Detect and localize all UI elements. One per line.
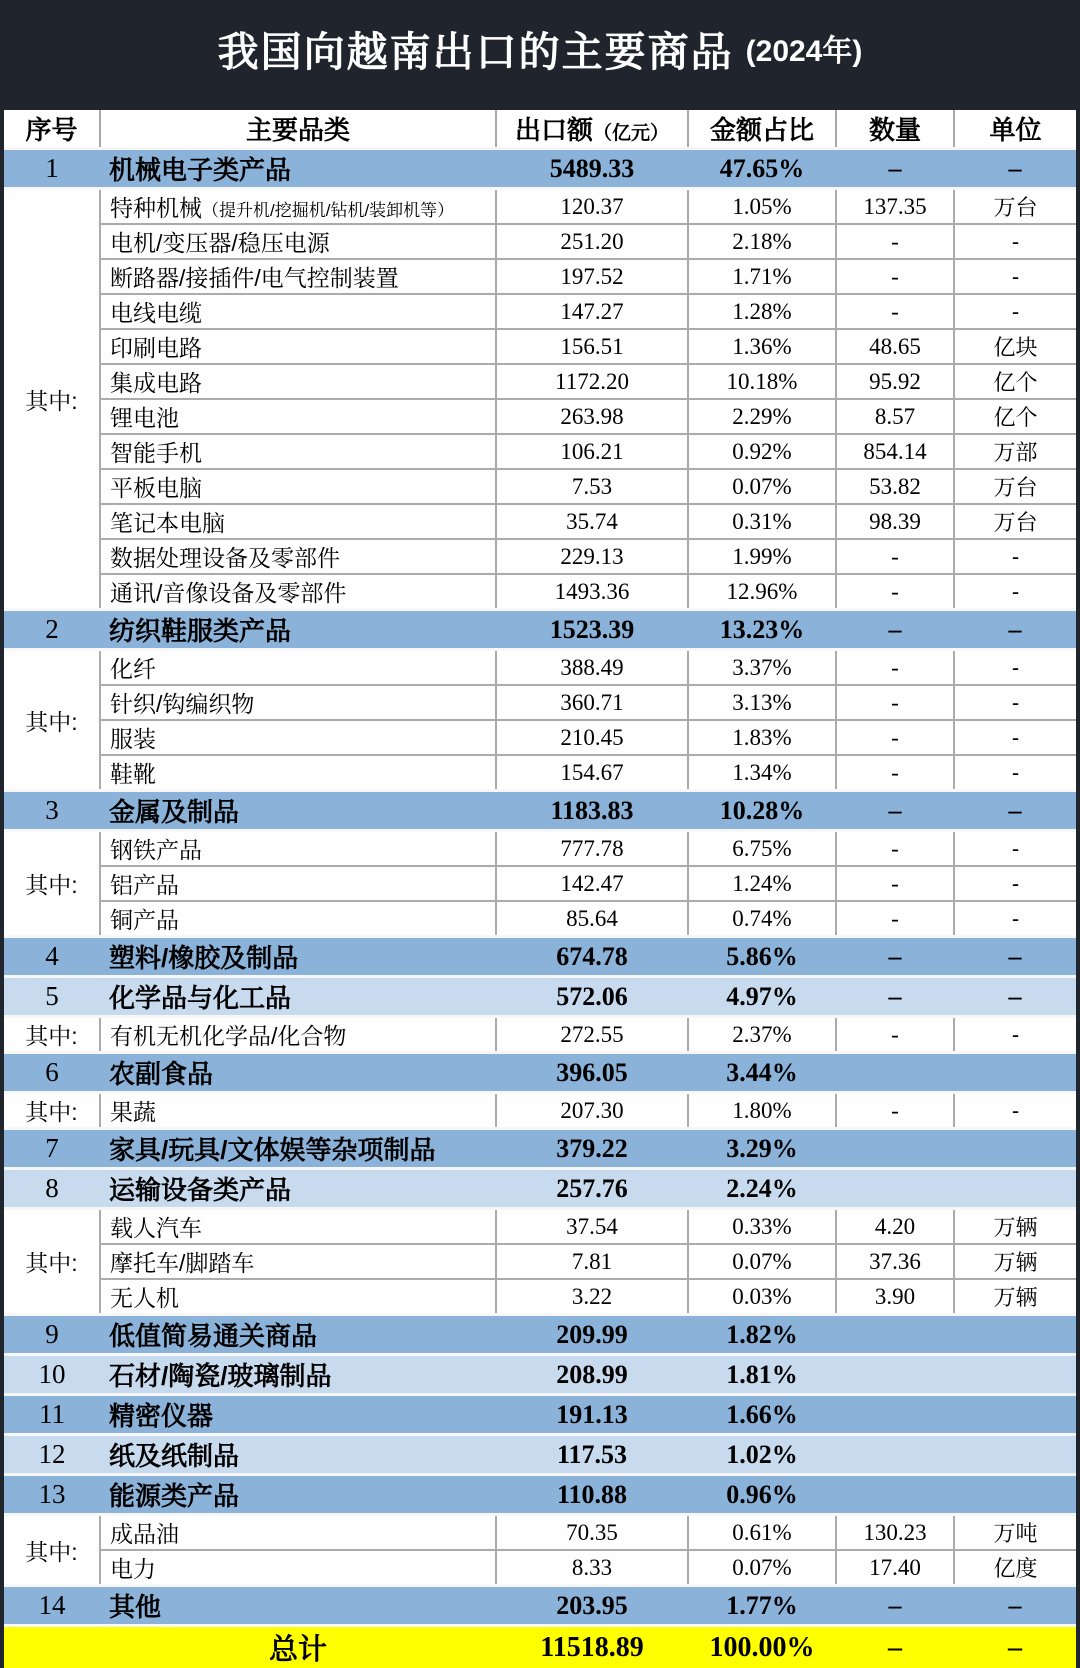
export-value-cell: 142.47	[496, 866, 688, 901]
item-name-cell: 能源类产品	[100, 1475, 496, 1515]
share-value-cell: 1.81%	[688, 1355, 836, 1395]
export-value-cell: 106.21	[496, 434, 688, 469]
share-value-cell: 1.36%	[688, 329, 836, 364]
item-name-cell: 数据处理设备及零部件	[100, 539, 496, 574]
seq-cell: 6	[4, 1053, 100, 1093]
item-name-cell: 金属及制品	[100, 791, 496, 831]
category-row	[4, 1315, 1076, 1355]
unit-cell: –	[954, 1626, 1076, 1668]
sub-item-row	[4, 504, 1076, 539]
quantity-value-cell	[836, 1355, 954, 1395]
quantity-value-cell	[836, 1395, 954, 1435]
unit-cell: 亿块	[954, 329, 1076, 364]
share-value-cell: 0.31%	[688, 504, 836, 539]
sub-item-row	[4, 329, 1076, 364]
unit-cell: 亿度	[954, 1550, 1076, 1586]
share-value-cell: 100.00%	[688, 1626, 836, 1668]
share-value-cell: 3.13%	[688, 685, 836, 720]
category-row	[4, 1053, 1076, 1093]
item-name-cell: 摩托车/脚踏车	[100, 1244, 496, 1279]
export-value-cell: 3.22	[496, 1279, 688, 1315]
category-row	[4, 610, 1076, 650]
item-name-cell: 纸及纸制品	[100, 1435, 496, 1475]
seq-cell: 5	[4, 977, 100, 1017]
category-row	[4, 1129, 1076, 1169]
share-value-cell: 13.23%	[688, 610, 836, 650]
quantity-value-cell: 17.40	[836, 1550, 954, 1586]
item-name-cell: 其他	[100, 1586, 496, 1626]
category-row	[4, 1169, 1076, 1209]
item-name-cell: 有机无机化学品/化合物	[100, 1017, 496, 1053]
category-row	[4, 149, 1076, 189]
unit-cell: 万部	[954, 434, 1076, 469]
export-value-cell: 11518.89	[496, 1626, 688, 1668]
quantity-value-cell: -	[836, 901, 954, 937]
share-value-cell: 6.75%	[688, 831, 836, 867]
quantity-value-cell: 37.36	[836, 1244, 954, 1279]
quantity-value-cell: 8.57	[836, 399, 954, 434]
sub-item-row	[4, 1093, 1076, 1129]
sub-item-row	[4, 866, 1076, 901]
unit-cell: –	[954, 937, 1076, 977]
unit-cell: 亿个	[954, 364, 1076, 399]
table-body	[4, 149, 1076, 1668]
share-value-cell: 0.07%	[688, 1550, 836, 1586]
group-label-cell: 其中:	[4, 1017, 100, 1053]
unit-cell: -	[954, 720, 1076, 755]
category-row	[4, 1435, 1076, 1475]
unit-cell: -	[954, 831, 1076, 867]
sub-item-row	[4, 1550, 1076, 1586]
quantity-value-cell: -	[836, 539, 954, 574]
seq-cell: 3	[4, 791, 100, 831]
sub-item-row	[4, 469, 1076, 504]
unit-cell: 亿个	[954, 399, 1076, 434]
sub-item-row	[4, 224, 1076, 259]
share-value-cell: 1.99%	[688, 539, 836, 574]
unit-cell: 万台	[954, 189, 1076, 225]
item-name-cell: 运输设备类产品	[100, 1169, 496, 1209]
export-value-cell: 210.45	[496, 720, 688, 755]
item-name-cell: 电机/变压器/稳压电源	[100, 224, 496, 259]
category-row	[4, 1355, 1076, 1395]
seq-cell: 1	[4, 149, 100, 189]
header-export	[496, 110, 688, 149]
quantity-value-cell: –	[836, 791, 954, 831]
seq-cell: 4	[4, 937, 100, 977]
unit-cell: 万台	[954, 504, 1076, 539]
share-value-cell: 0.92%	[688, 434, 836, 469]
export-table	[4, 110, 1076, 1668]
quantity-value-cell: –	[836, 1586, 954, 1626]
quantity-value-cell: -	[836, 259, 954, 294]
export-value-cell: 572.06	[496, 977, 688, 1017]
seq-cell: 7	[4, 1129, 100, 1169]
quantity-value-cell: -	[836, 1017, 954, 1053]
quantity-value-cell: –	[836, 977, 954, 1017]
item-name-cell: 钢铁产品	[100, 831, 496, 867]
unit-cell	[954, 1129, 1076, 1169]
share-value-cell: 1.80%	[688, 1093, 836, 1129]
unit-cell: 万吨	[954, 1515, 1076, 1551]
share-value-cell: 1.77%	[688, 1586, 836, 1626]
header-category: 主要品类	[100, 110, 496, 149]
item-name-cell: 电力	[100, 1550, 496, 1586]
share-value-cell: 2.18%	[688, 224, 836, 259]
share-value-cell: 0.07%	[688, 469, 836, 504]
quantity-value-cell: -	[836, 685, 954, 720]
category-row	[4, 937, 1076, 977]
page-title-year: (2024年)	[746, 26, 863, 70]
export-value-cell: 1493.36	[496, 574, 688, 610]
item-name-cell: 针织/钩编织物	[100, 685, 496, 720]
seq-cell: 12	[4, 1435, 100, 1475]
share-value-cell: 1.05%	[688, 189, 836, 225]
export-value-cell: 70.35	[496, 1515, 688, 1551]
export-value-cell: 360.71	[496, 685, 688, 720]
sub-item-row	[4, 685, 1076, 720]
export-value-cell: 396.05	[496, 1053, 688, 1093]
group-label-cell: 其中:	[4, 1209, 100, 1315]
sub-item-row	[4, 189, 1076, 225]
share-value-cell: 12.96%	[688, 574, 836, 610]
share-value-cell: 3.44%	[688, 1053, 836, 1093]
seq-cell: 11	[4, 1395, 100, 1435]
share-value-cell: 2.29%	[688, 399, 836, 434]
unit-cell: -	[954, 294, 1076, 329]
unit-cell: -	[954, 755, 1076, 791]
share-value-cell: 1.82%	[688, 1315, 836, 1355]
share-value-cell: 0.74%	[688, 901, 836, 937]
unit-cell: –	[954, 791, 1076, 831]
export-value-cell: 7.53	[496, 469, 688, 504]
export-value-cell: 203.95	[496, 1586, 688, 1626]
quantity-value-cell: –	[836, 610, 954, 650]
sub-item-row	[4, 1515, 1076, 1551]
quantity-value-cell: 854.14	[836, 434, 954, 469]
quantity-value-cell: -	[836, 574, 954, 610]
share-value-cell: 47.65%	[688, 149, 836, 189]
unit-cell: -	[954, 901, 1076, 937]
table-container	[0, 110, 1080, 1668]
unit-cell: 万辆	[954, 1279, 1076, 1315]
export-value-cell: 120.37	[496, 189, 688, 225]
sub-item-row	[4, 720, 1076, 755]
item-name-cell: 电线电缆	[100, 294, 496, 329]
header-qty: 数量	[836, 110, 954, 149]
unit-cell: -	[954, 259, 1076, 294]
group-label-cell: 其中:	[4, 1093, 100, 1129]
export-value-cell: 229.13	[496, 539, 688, 574]
share-value-cell: 1.71%	[688, 259, 836, 294]
item-name-cell: 农副食品	[100, 1053, 496, 1093]
quantity-value-cell: -	[836, 224, 954, 259]
item-name-cell: 成品油	[100, 1515, 496, 1551]
unit-cell: -	[954, 574, 1076, 610]
seq-cell: 13	[4, 1475, 100, 1515]
export-value-cell: 147.27	[496, 294, 688, 329]
table-header	[4, 110, 1076, 149]
category-row	[4, 1586, 1076, 1626]
seq-cell	[4, 1626, 100, 1668]
export-value-cell: 1523.39	[496, 610, 688, 650]
export-value-cell: 251.20	[496, 224, 688, 259]
item-name-cell: 集成电路	[100, 364, 496, 399]
sub-item-row	[4, 1244, 1076, 1279]
group-label-cell: 其中:	[4, 650, 100, 791]
item-name-cell: 服装	[100, 720, 496, 755]
item-note: （提升机/挖掘机/钻机/装卸机等）	[202, 201, 454, 220]
item-name-cell: 无人机	[100, 1279, 496, 1315]
sub-item-row	[4, 1209, 1076, 1245]
sub-item-row	[4, 539, 1076, 574]
unit-cell	[954, 1315, 1076, 1355]
export-value-cell: 110.88	[496, 1475, 688, 1515]
header-row	[4, 110, 1076, 149]
item-name-cell: 铝产品	[100, 866, 496, 901]
quantity-value-cell: -	[836, 831, 954, 867]
unit-cell: –	[954, 977, 1076, 1017]
sub-item-row	[4, 399, 1076, 434]
quantity-value-cell: -	[836, 720, 954, 755]
quantity-value-cell	[836, 1315, 954, 1355]
export-value-cell: 156.51	[496, 329, 688, 364]
quantity-value-cell: 4.20	[836, 1209, 954, 1245]
share-value-cell: 0.33%	[688, 1209, 836, 1245]
quantity-value-cell: 53.82	[836, 469, 954, 504]
sub-item-row	[4, 831, 1076, 867]
item-name-cell: 机械电子类产品	[100, 149, 496, 189]
item-name-cell: 特种机械（提升机/挖掘机/钻机/装卸机等）	[100, 189, 496, 225]
unit-cell: –	[954, 1586, 1076, 1626]
export-value-cell: 209.99	[496, 1315, 688, 1355]
unit-cell	[954, 1435, 1076, 1475]
seq-cell: 9	[4, 1315, 100, 1355]
header-export-main: 出口额	[515, 115, 593, 145]
item-name-cell: 锂电池	[100, 399, 496, 434]
item-name-cell: 通讯/音像设备及零部件	[100, 574, 496, 610]
sub-item-row	[4, 364, 1076, 399]
export-value-cell: 208.99	[496, 1355, 688, 1395]
share-value-cell: 0.07%	[688, 1244, 836, 1279]
quantity-value-cell: –	[836, 937, 954, 977]
quantity-value-cell: –	[836, 1626, 954, 1668]
share-value-cell: 2.24%	[688, 1169, 836, 1209]
export-value-cell: 154.67	[496, 755, 688, 791]
quantity-value-cell	[836, 1053, 954, 1093]
unit-cell: 万辆	[954, 1244, 1076, 1279]
share-value-cell: 0.03%	[688, 1279, 836, 1315]
quantity-value-cell: -	[836, 294, 954, 329]
share-value-cell: 1.28%	[688, 294, 836, 329]
export-value-cell: 197.52	[496, 259, 688, 294]
quantity-value-cell: -	[836, 1093, 954, 1129]
category-row	[4, 1475, 1076, 1515]
seq-cell: 2	[4, 610, 100, 650]
share-value-cell: 1.34%	[688, 755, 836, 791]
export-value-cell: 674.78	[496, 937, 688, 977]
quantity-value-cell	[836, 1169, 954, 1209]
quantity-value-cell	[836, 1435, 954, 1475]
unit-cell	[954, 1053, 1076, 1093]
share-value-cell: 1.83%	[688, 720, 836, 755]
header-unit: 单位	[954, 110, 1076, 149]
export-value-cell: 1183.83	[496, 791, 688, 831]
item-name-cell: 鞋靴	[100, 755, 496, 791]
quantity-value-cell: 98.39	[836, 504, 954, 539]
export-value-cell: 35.74	[496, 504, 688, 539]
item-name-cell: 智能手机	[100, 434, 496, 469]
quantity-value-cell: 95.92	[836, 364, 954, 399]
header-seq: 序号	[4, 110, 100, 149]
quantity-value-cell	[836, 1475, 954, 1515]
unit-cell	[954, 1475, 1076, 1515]
unit-cell: -	[954, 866, 1076, 901]
export-value-cell: 7.81	[496, 1244, 688, 1279]
sub-item-row	[4, 650, 1076, 686]
category-row	[4, 791, 1076, 831]
page-title	[0, 0, 1080, 110]
unit-cell: –	[954, 610, 1076, 650]
export-value-cell: 272.55	[496, 1017, 688, 1053]
category-row	[4, 977, 1076, 1017]
seq-cell: 10	[4, 1355, 100, 1395]
category-row	[4, 1395, 1076, 1435]
header-export-unit: （亿元）	[593, 123, 669, 144]
item-name-cell: 果蔬	[100, 1093, 496, 1129]
export-value-cell: 379.22	[496, 1129, 688, 1169]
item-name-cell: 石材/陶瓷/玻璃制品	[100, 1355, 496, 1395]
share-value-cell: 0.96%	[688, 1475, 836, 1515]
quantity-value-cell: 3.90	[836, 1279, 954, 1315]
quantity-value-cell: –	[836, 149, 954, 189]
export-value-cell: 5489.33	[496, 149, 688, 189]
unit-cell	[954, 1355, 1076, 1395]
group-label-cell: 其中:	[4, 831, 100, 937]
sub-item-row	[4, 1279, 1076, 1315]
group-label-cell: 其中:	[4, 1515, 100, 1586]
sub-item-row	[4, 901, 1076, 937]
unit-cell: -	[954, 1093, 1076, 1129]
sub-item-row	[4, 755, 1076, 791]
quantity-value-cell	[836, 1129, 954, 1169]
item-name-cell: 笔记本电脑	[100, 504, 496, 539]
item-name-cell: 总计	[100, 1626, 496, 1668]
sub-item-row	[4, 574, 1076, 610]
item-name-cell: 印刷电路	[100, 329, 496, 364]
item-name-cell: 低值简易通关商品	[100, 1315, 496, 1355]
share-value-cell: 1.02%	[688, 1435, 836, 1475]
export-value-cell: 8.33	[496, 1550, 688, 1586]
sub-item-row	[4, 434, 1076, 469]
share-value-cell: 10.18%	[688, 364, 836, 399]
seq-cell: 14	[4, 1586, 100, 1626]
share-value-cell: 10.28%	[688, 791, 836, 831]
unit-cell: -	[954, 685, 1076, 720]
unit-cell	[954, 1395, 1076, 1435]
group-label-cell: 其中:	[4, 189, 100, 610]
unit-cell: –	[954, 149, 1076, 189]
unit-cell: -	[954, 224, 1076, 259]
export-value-cell: 37.54	[496, 1209, 688, 1245]
item-name-cell: 化学品与化工品	[100, 977, 496, 1017]
total-row	[4, 1626, 1076, 1668]
share-value-cell: 3.37%	[688, 650, 836, 686]
export-value-cell: 191.13	[496, 1395, 688, 1435]
item-name-cell: 塑料/橡胶及制品	[100, 937, 496, 977]
export-value-cell: 1172.20	[496, 364, 688, 399]
sub-item-row	[4, 259, 1076, 294]
item-name-cell: 家具/玩具/文体娱等杂项制品	[100, 1129, 496, 1169]
quantity-value-cell: -	[836, 866, 954, 901]
share-value-cell: 3.29%	[688, 1129, 836, 1169]
share-value-cell: 1.66%	[688, 1395, 836, 1435]
item-name-cell: 纺织鞋服类产品	[100, 610, 496, 650]
share-value-cell: 2.37%	[688, 1017, 836, 1053]
unit-cell	[954, 1169, 1076, 1209]
sub-item-row	[4, 1017, 1076, 1053]
export-value-cell: 388.49	[496, 650, 688, 686]
item-name-cell: 精密仪器	[100, 1395, 496, 1435]
quantity-value-cell: -	[836, 755, 954, 791]
unit-cell: -	[954, 539, 1076, 574]
item-name-cell: 化纤	[100, 650, 496, 686]
unit-cell: 万辆	[954, 1209, 1076, 1245]
quantity-value-cell: 137.35	[836, 189, 954, 225]
unit-cell: -	[954, 650, 1076, 686]
share-value-cell: 1.24%	[688, 866, 836, 901]
share-value-cell: 0.61%	[688, 1515, 836, 1551]
export-value-cell: 117.53	[496, 1435, 688, 1475]
item-name-cell: 载人汽车	[100, 1209, 496, 1245]
quantity-value-cell: 130.23	[836, 1515, 954, 1551]
share-value-cell: 4.97%	[688, 977, 836, 1017]
export-value-cell: 257.76	[496, 1169, 688, 1209]
header-share: 金额占比	[688, 110, 836, 149]
unit-cell: 万台	[954, 469, 1076, 504]
sub-item-row	[4, 294, 1076, 329]
page-title-text: 我国向越南出口的主要商品	[218, 19, 734, 78]
quantity-value-cell: 48.65	[836, 329, 954, 364]
item-name-cell: 铜产品	[100, 901, 496, 937]
item-name-cell: 断路器/接插件/电气控制装置	[100, 259, 496, 294]
export-value-cell: 777.78	[496, 831, 688, 867]
item-name-cell: 平板电脑	[100, 469, 496, 504]
unit-cell: -	[954, 1017, 1076, 1053]
export-value-cell: 207.30	[496, 1093, 688, 1129]
share-value-cell: 5.86%	[688, 937, 836, 977]
quantity-value-cell: -	[836, 650, 954, 686]
export-value-cell: 85.64	[496, 901, 688, 937]
seq-cell: 8	[4, 1169, 100, 1209]
export-value-cell: 263.98	[496, 399, 688, 434]
